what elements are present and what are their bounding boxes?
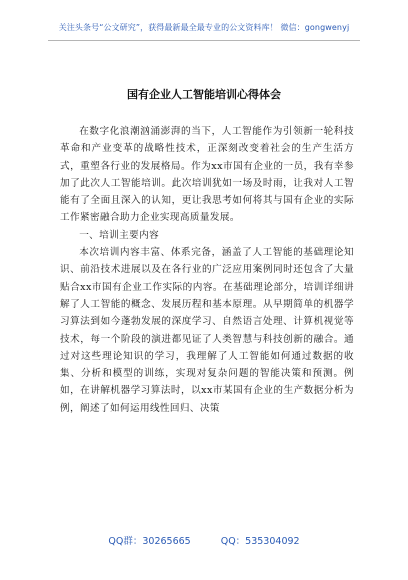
header-divider xyxy=(48,40,360,41)
footer-contact xyxy=(0,533,408,547)
document-title: 国有企业人工智能培训心得体会 xyxy=(127,88,281,101)
body-paragraph: 本次培训内容丰富、体系完备，涵盖了人工智能的基础理论知识、前沿技术进展以及在各行业的广泛应用案例同时还包含了大量贴合xx市国有企业工作实际的内容。在基础理论部分，培训详细讲解了人工智能的概念、发展历程和基本原理。从早期简单的机器学习算法到如今蓬勃发展的深度学习、自然语言处理、计算机视觉等技术，每一个阶段的演进都见证了人类智慧与科技创新的融合。通过对这些理论知识的学习，我理解了人工智能如何通过数据的收集、分析和模型的训练，实现对复杂问题的智能决策和预测。例如，在讲解机器学习算法时，以xx市某国有企业的生产数据分析为例，阐述了如何运用线性回归、决策 xyxy=(60,247,354,414)
body-paragraph: 在数字化浪潮汹涌澎湃的当下，人工智能作为引领新一轮科技革命和产业变革的战略性技术，正深刻改变着社会的生产生活方式，重塑各行业的发展格局。作为xx市国有企业的一员，我有幸参加了此次人工智能培训。此次培训犹如一场及时雨，让我对人工智能有了全面且深入的认知，更让我思考如何将其与国有企业的实际工作紧密融合助力企业实现高质量发展。 xyxy=(60,126,354,224)
document-body xyxy=(60,123,354,417)
footer-qq-group: QQ群：30265665 xyxy=(108,536,191,547)
section-heading: 一、培训主要内容 xyxy=(79,229,160,241)
footer-qq-number: QQ：535304092 xyxy=(220,536,300,547)
header-banner: 关注头条号“公文研究”，获得最新最全最专业的公文资料库！ 微信：gongwenyj xyxy=(58,23,350,32)
